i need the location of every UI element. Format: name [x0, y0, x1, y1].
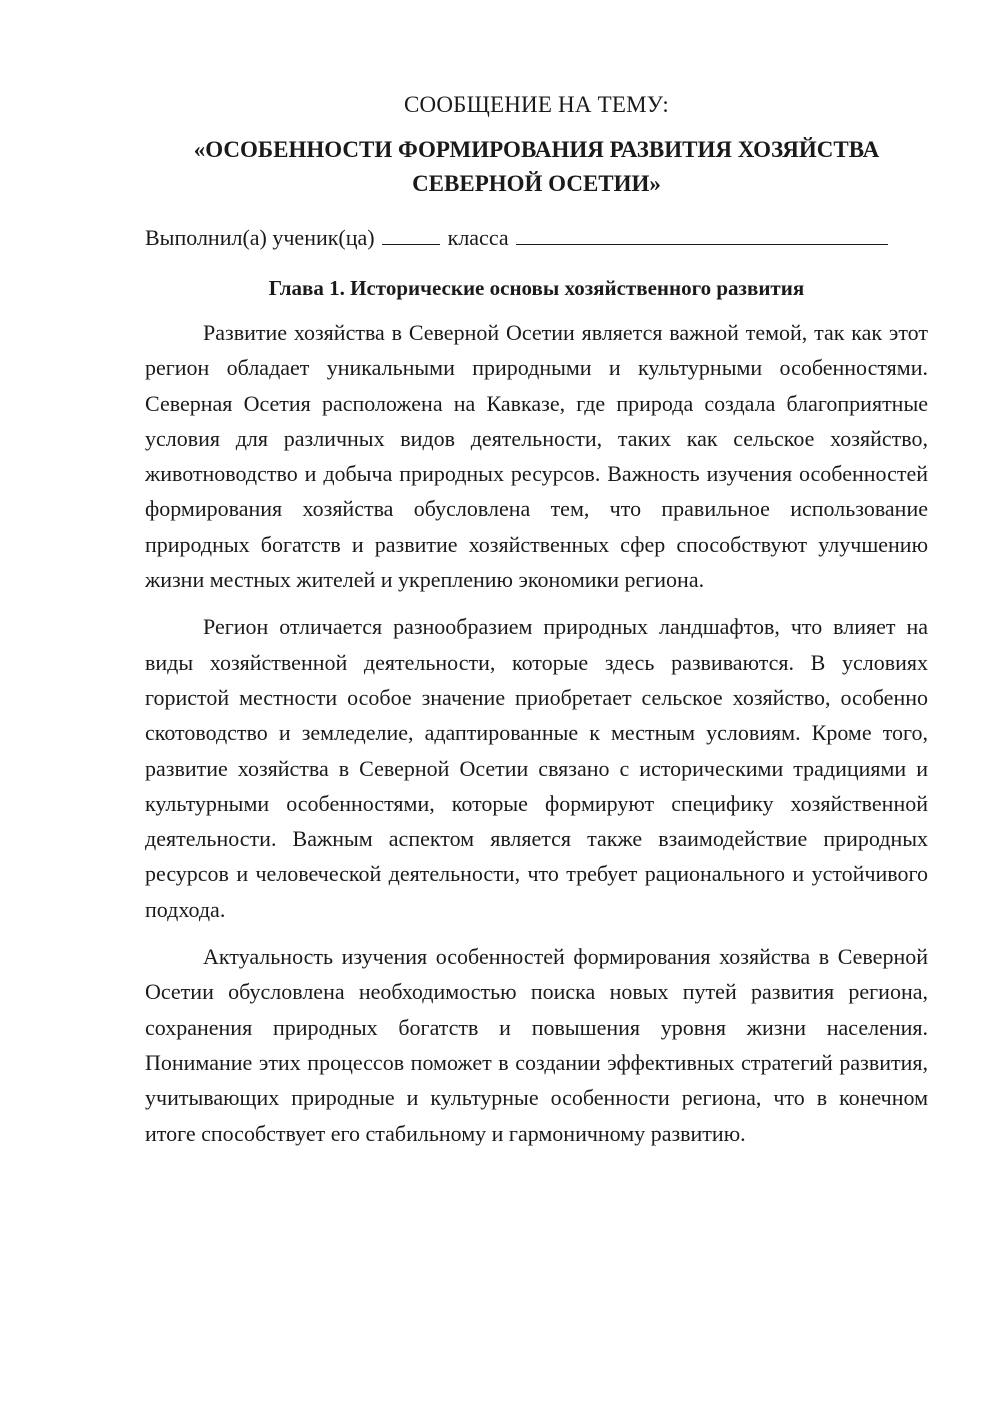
author-line: [145, 221, 928, 255]
document-page: [145, 90, 928, 1163]
class-label: класса: [447, 225, 509, 250]
completed-by-label: Выполнил(а) ученик(ца): [145, 225, 375, 250]
document-type-line: СООБЩЕНИЕ НА ТЕМУ:: [404, 92, 669, 117]
paragraph-2: Регион отличается разнообразием природных ландшафтов, что влияет на виды хозяйственной деятельности, которые здесь развиваются. В условиях гористой местности особое значение приобретает сельское хозяйство, особенно скотоводство и земледелие, адаптированные к местным условиям. Кроме того, развитие хозяйства в Северной Осетии связано с историческими традициями и культурными особенностями, которые формируют специфику хозяйственной деятельности. Важным аспектом является также взаимодействие природных ресурсов и человеческой деятельности, что требует рационального и устойчивого подхода.: [145, 614, 928, 922]
class-number-blank: [382, 224, 440, 245]
chapter-heading: Глава 1. Исторические основы хозяйственного развития: [268, 276, 805, 300]
paragraph-3: Актуальность изучения особенностей формирования хозяйства в Северной Осетии обусловлена необходимостью поиска новых путей развития региона, сохранения природных богатств и повышения уровня жизни населения. Понимание этих процессов поможет в создании эффективных стратегий развития, учитывающих природные и культурные особенности региона, что в конечном итоге способствует его стабильному и гармоничному развитию.: [145, 944, 928, 1146]
document-title: «ОСОБЕННОСТИ ФОРМИРОВАНИЯ РАЗВИТИЯ ХОЗЯЙСТВА СЕВЕРНОЙ ОСЕТИИ»: [193, 137, 880, 196]
student-name-blank: [516, 224, 888, 245]
paragraph-1: Развитие хозяйства в Северной Осетии является важной темой, так как этот регион обладает уникальными природными и культурными особенностями. Северная Осетия расположена на Кавказе, где природа создала благоприятные условия для различных видов деятельности, таких как сельское хозяйство, животноводство и добыча природных ресурсов. Важность изучения особенностей формирования хозяйства обусловлена тем, что правильное использование природных богатств и развитие хозяйственных сфер способствуют улучшению жизни местных жителей и укреплению экономики региона.: [145, 320, 928, 593]
